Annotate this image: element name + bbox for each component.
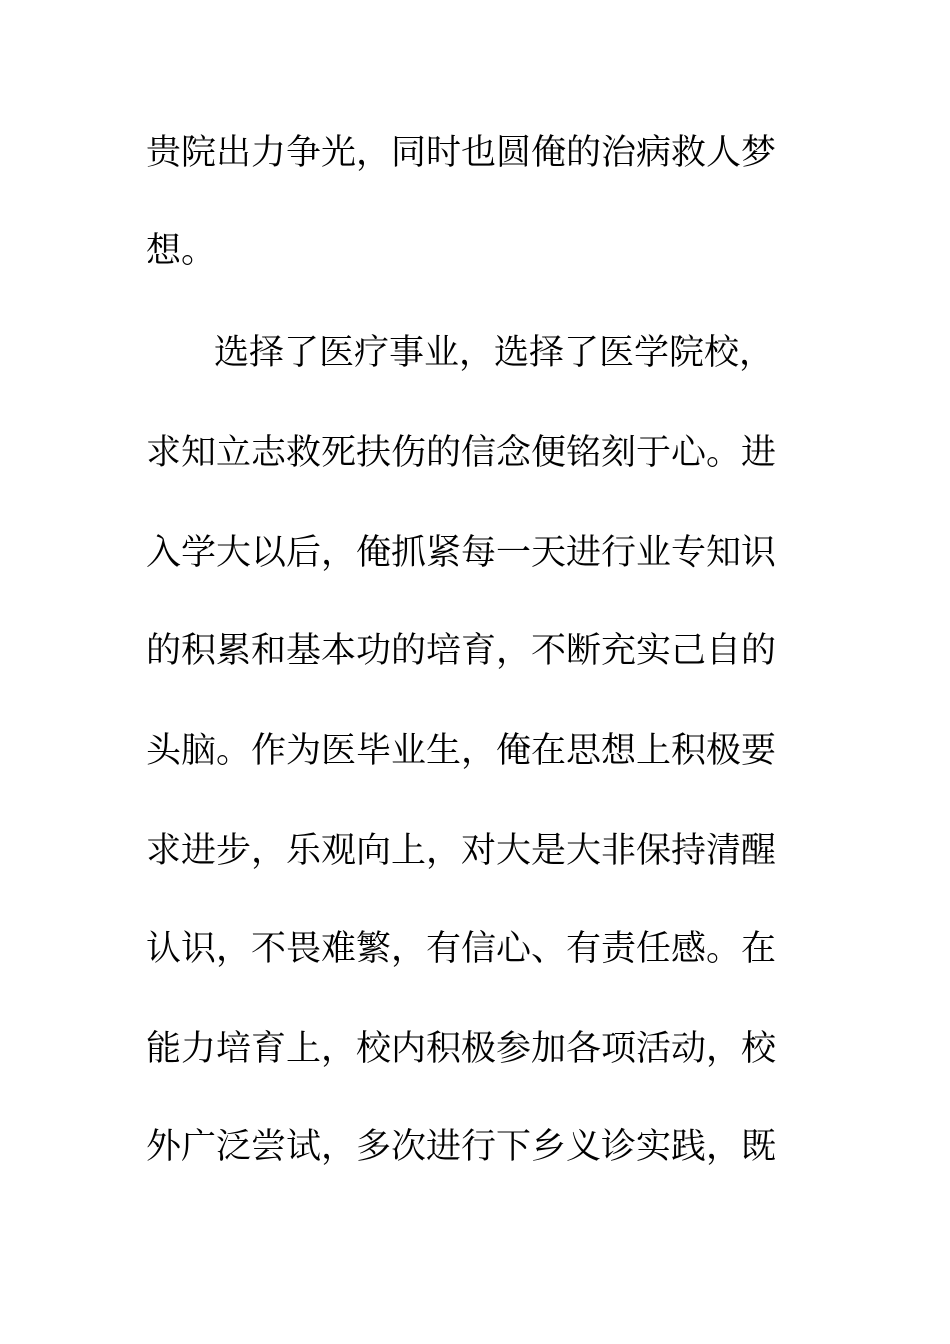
text-line: 认识，不畏难繁，有信心、有责任感。在 [146,929,777,969]
paragraph-first-line: 选择了医疗事业，选择了医学院校， [214,333,775,373]
text-line: 求知立志救死扶伤的信念便铭刻于心。进 [146,433,777,473]
text-line: 外广泛尝试，多次进行下乡义诊实践，既 [146,1127,777,1167]
text-line: 头脑。作为医毕业生，俺在思想上积极要 [146,731,777,771]
text-line: 能力培育上，校内积极参加各项活动，校 [146,1029,777,1069]
text-line: 入学大以后，俺抓紧每一天进行业专知识 [146,533,777,573]
text-line: 贵院出力争光，同时也圆俺的治病救人梦 [146,133,777,173]
text-line: 求进步，乐观向上，对大是大非保持清醒 [146,831,777,871]
text-line: 的积累和基本功的培育，不断充实己自的 [146,631,777,671]
text-line: 想。 [146,231,217,271]
